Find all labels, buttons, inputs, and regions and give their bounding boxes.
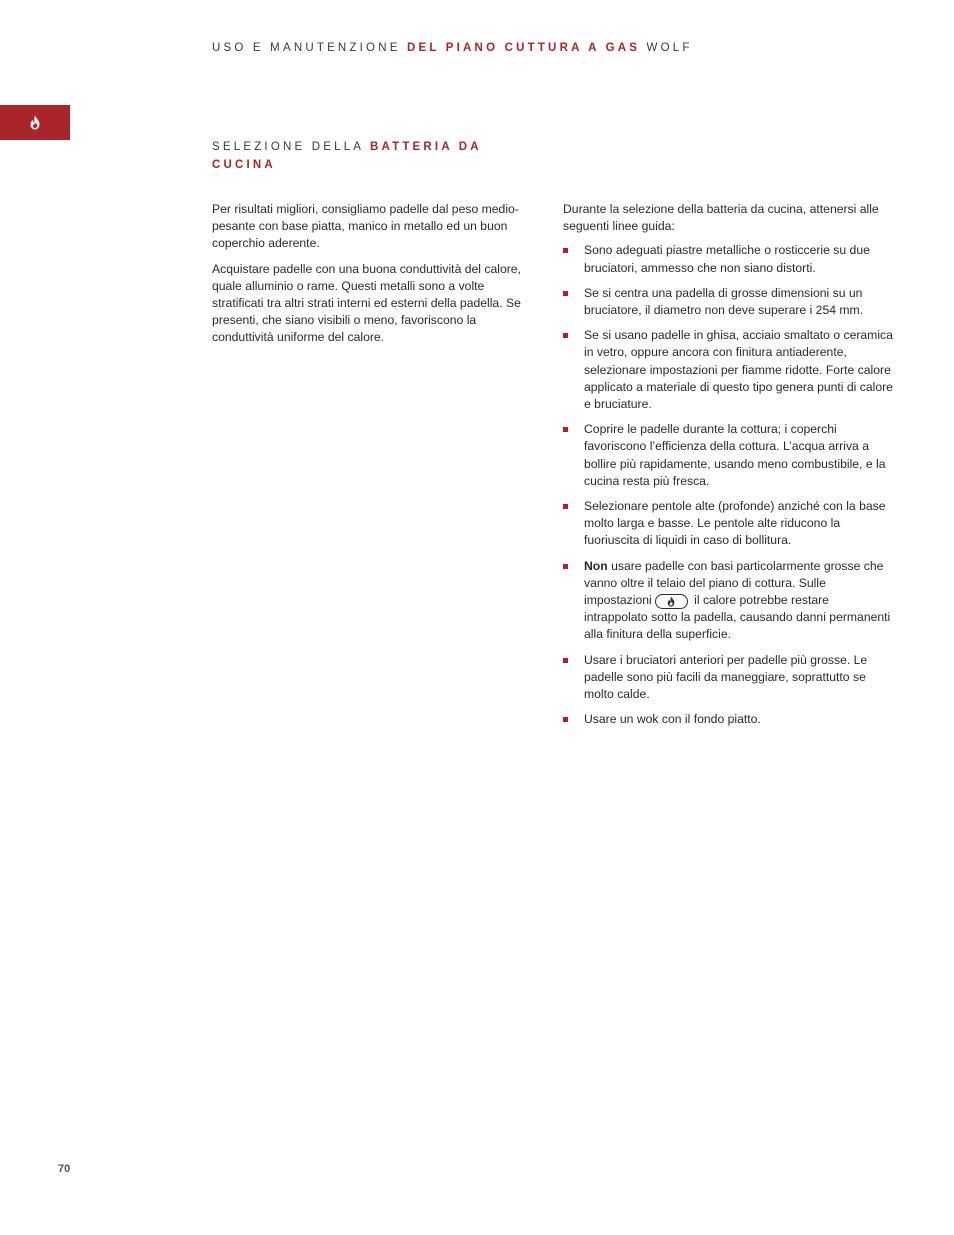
bullet-square-icon bbox=[563, 427, 568, 432]
list-item bbox=[563, 498, 893, 550]
list-item-text: Coprire le padelle durante la cottura; i coperchi favoriscono l’efficienza della cottura. L’acqua arriva a bollire più rapidamente, usando meno combustibile, e la cucina resta più fresca. bbox=[584, 422, 886, 488]
bullet-square-icon bbox=[563, 291, 568, 296]
list-item bbox=[563, 242, 893, 276]
section-title-prefix: SELEZIONE DELLA bbox=[212, 141, 364, 153]
section-title-highlight-1: BATTERIA DA bbox=[369, 141, 482, 153]
list-item-text: il calore potrebbe restare intrappolato sotto la padella, causando danni permanenti alla finitura della superficie. bbox=[584, 593, 891, 642]
guidelines-intro: Durante la selezione della batteria da cucina, attenersi alle seguenti linee guida: bbox=[563, 202, 879, 234]
section-tab bbox=[0, 105, 70, 140]
list-item bbox=[563, 327, 893, 413]
page-number: 70 bbox=[58, 1163, 71, 1175]
list-item-non bbox=[563, 558, 893, 644]
bullet-square-icon bbox=[563, 333, 568, 338]
paragraph: Acquistare padelle con una buona conduttività del calore, quale alluminio o rame. Questi metalli sono a volte stratificati tra altri strati interni ed esterni della padella. Se presenti, che siano visibili o meno, favoriscono la conduttività uniforme del calore. bbox=[212, 261, 521, 345]
bullet-square-icon bbox=[563, 717, 568, 722]
flame-icon bbox=[29, 115, 41, 130]
list-item-text: usare padelle con basi particolarmente grosse che vanno oltre il telaio del piano di cottura. Sulle impostazioni bbox=[584, 558, 884, 608]
bullet-square-icon bbox=[563, 564, 568, 569]
list-item-text: Usare un wok con il fondo piatto. bbox=[584, 712, 761, 727]
paragraph: Per risultati migliori, consigliamo padelle dal peso medio-pesante con base piatta, manico in metallo ed un buon coperchio aderente. bbox=[212, 202, 519, 251]
section-title bbox=[212, 138, 512, 174]
header-prefix: USO E MANUTENZIONE bbox=[212, 42, 401, 54]
right-column bbox=[563, 201, 893, 736]
list-item-text: Selezionare pentole alte (profonde) anziché con la base molto larga e basse. Le pentole alte riducono la fuoriuscita di liquidi in caso di bollitura. bbox=[584, 499, 886, 548]
high-flame-setting-icon bbox=[655, 594, 688, 609]
warning-bold-word: Non bbox=[584, 558, 608, 573]
bullet-square-icon bbox=[563, 658, 568, 663]
header-highlight: DEL PIANO CUTTURA A GAS bbox=[407, 42, 641, 54]
page-header bbox=[212, 42, 693, 54]
list-item bbox=[563, 711, 893, 728]
section-title-highlight-2: CUCINA bbox=[212, 159, 276, 171]
list-item bbox=[563, 652, 893, 704]
header-suffix: WOLF bbox=[646, 42, 693, 54]
list-item-text: Sono adeguati piastre metalliche o rosticcerie su due bruciatori, ammesso che non siano distorti. bbox=[584, 243, 870, 275]
list-item-text: Usare i bruciatori anteriori per padelle più grosse. Le padelle sono più facili da maneggiare, soprattutto se molto calde. bbox=[584, 652, 868, 702]
list-item-text: Se si centra una padella di grosse dimensioni su un bruciatore, il diametro non deve superare i 254 mm. bbox=[584, 285, 864, 318]
left-column bbox=[212, 201, 537, 355]
bullet-square-icon bbox=[563, 248, 568, 253]
list-item bbox=[563, 285, 893, 319]
bullet-square-icon bbox=[563, 504, 568, 509]
list-item-text: Se si usano padelle in ghisa, acciaio smaltato o ceramica in vetro, oppure ancora con finitura antiaderente, selezionare impostazioni per fiamme ridotte. Forte calore applicato a materiale di questo tipo genera punti di calore e bruciature. bbox=[584, 328, 893, 412]
list-item bbox=[563, 421, 893, 490]
guidelines-list bbox=[563, 242, 893, 728]
